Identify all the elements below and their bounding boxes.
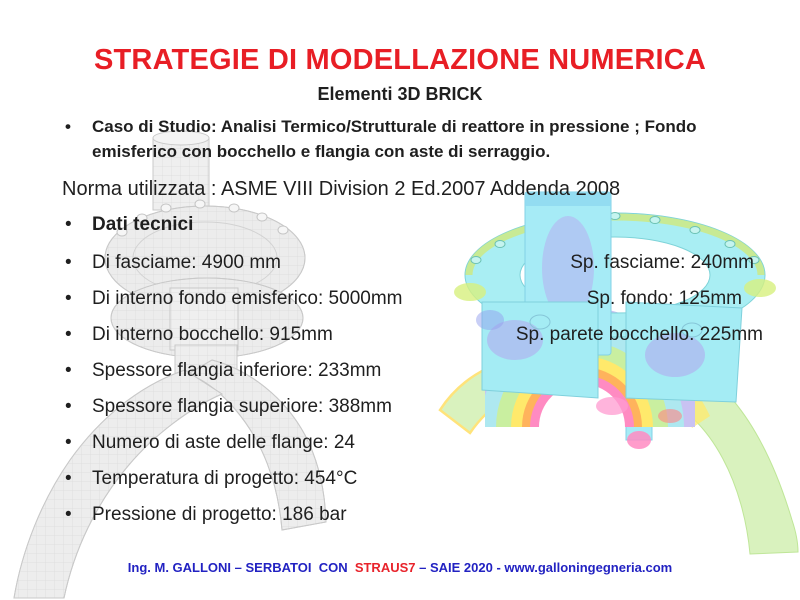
spec-right-text: Sp. fondo: 125mm bbox=[586, 288, 742, 309]
spec-right-text: Sp. parete bocchello: 225mm bbox=[515, 324, 763, 345]
spec-left-text: Spessore flangia superiore: 388mm bbox=[92, 396, 392, 417]
spec-left-text: Di fasciame: 4900 mm bbox=[92, 252, 282, 273]
spec-row bbox=[0, 461, 800, 497]
bullet-icon: • bbox=[65, 288, 72, 309]
bullet-icon: • bbox=[65, 360, 72, 381]
spec-row bbox=[0, 389, 800, 425]
straus7-label: STRAUS7 bbox=[354, 560, 416, 575]
spec-left-text: Di interno bocchello: 915mm bbox=[92, 324, 333, 345]
spec-left-text: Pressione di progetto: 186 bar bbox=[92, 504, 347, 525]
spec-left-text: Numero di aste delle flange: 24 bbox=[92, 432, 355, 453]
spec-row bbox=[0, 425, 800, 461]
bullet-icon: • bbox=[65, 504, 72, 525]
spec-row bbox=[0, 245, 800, 281]
spec-row bbox=[0, 281, 800, 317]
norma-line: Norma utilizzata : ASME VIII Division 2 Ed.2007 Addenda 2008 bbox=[62, 178, 621, 200]
spec-list bbox=[0, 245, 800, 533]
bullet-icon: • bbox=[65, 117, 71, 136]
bullet-icon: • bbox=[65, 252, 72, 273]
page-title: STRATEGIE DI MODELLAZIONE NUMERICA bbox=[93, 44, 707, 76]
page-subtitle: Elementi 3D BRICK bbox=[317, 84, 483, 104]
case-study-bullet bbox=[65, 115, 750, 164]
spec-row bbox=[0, 317, 800, 353]
spec-left-text: Temperatura di progetto: 454°C bbox=[92, 468, 358, 489]
bullet-icon: • bbox=[65, 324, 72, 345]
footer-text-left: Ing. M. GALLONI – SERBATOI CON bbox=[127, 560, 355, 575]
bullet-icon: • bbox=[65, 214, 72, 235]
spec-row bbox=[0, 497, 800, 533]
bullet-icon: • bbox=[65, 396, 72, 417]
footer-text-right: – SAIE 2020 - www.galloningegneria.com bbox=[415, 560, 673, 575]
bullet-icon: • bbox=[65, 468, 72, 489]
case-study-text: Caso di Studio: Analisi Termico/Strutturale di reattore in pressione ; Fondo emisferico con bocchello e flangia con aste di serraggio. bbox=[92, 117, 697, 161]
spec-left-text: Spessore flangia inferiore: 233mm bbox=[92, 360, 382, 381]
footer bbox=[0, 560, 800, 575]
dati-tecnici-label: Dati tecnici bbox=[92, 214, 194, 235]
spec-left-text: Di interno fondo emisferico: 5000mm bbox=[92, 288, 403, 309]
dati-tecnici-heading bbox=[65, 212, 800, 238]
bullet-icon: • bbox=[65, 432, 72, 453]
spec-right-text: Sp. fasciame: 240mm bbox=[570, 252, 754, 273]
spec-row bbox=[0, 353, 800, 389]
